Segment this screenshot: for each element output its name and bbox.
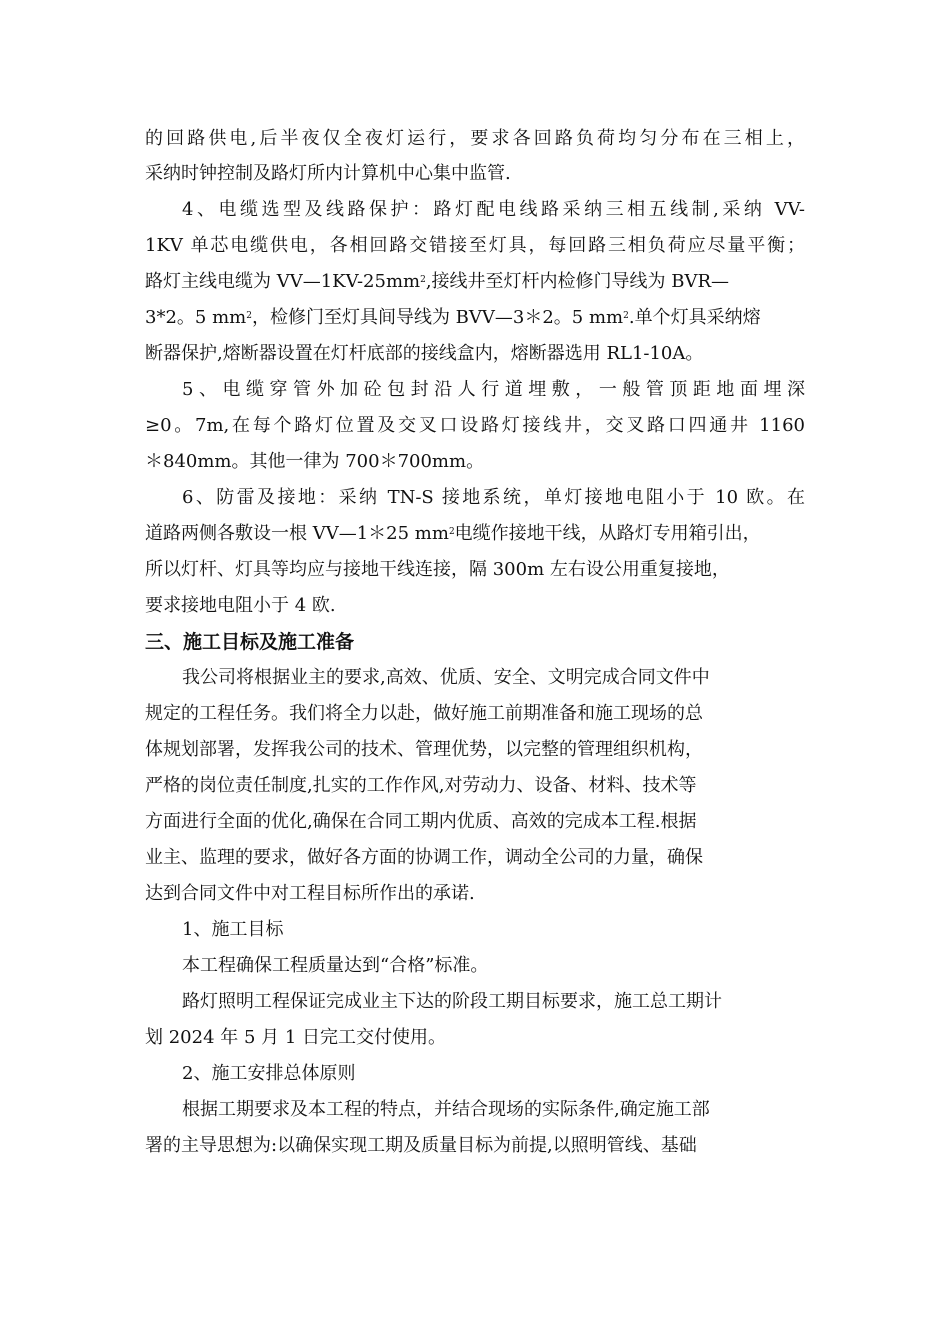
paragraph-line: 严格的岗位责任制度,扎实的工作作风,对劳动力、设备、材料、技术等: [145, 775, 697, 796]
paragraph-line: 断器保护,熔断器设置在灯杆底部的接线盒内，熔断器选用 RL1-10A。: [145, 343, 704, 364]
paragraph-line: 的回路供电,后半夜仅全夜灯运行，要求各回路负荷均匀分布在三相上，: [145, 128, 805, 149]
paragraph-line: 划 2024 年 5 月 1 日完工交付使用。: [145, 1027, 447, 1048]
paragraph-line: 采纳时钟控制及路灯所内计算机中心集中监管.: [145, 163, 511, 184]
paragraph-line: [145, 306, 761, 330]
text-run: 路灯主线电缆为 VV—1KV-25mm: [145, 271, 421, 292]
paragraph-line: 我公司将根据业主的要求,高效、优质、安全、文明完成合同文件中: [182, 667, 710, 688]
paragraph-line: [145, 522, 761, 546]
text-run: 3*2。5 mm: [145, 307, 247, 328]
text-run: 道路两侧各敷设一根 VV—1＊25 mm: [145, 523, 449, 544]
paragraph-line: 要求接地电阻小于 4 欧.: [145, 595, 336, 616]
section-heading: 三、施工目标及施工准备: [145, 631, 355, 653]
paragraph-line: 本工程确保工程质量达到“合格”标准。: [182, 955, 489, 976]
paragraph-line: 体规划部署，发挥我公司的技术、管理优势，以完整的管理组织机构，: [145, 739, 703, 760]
paragraph-line: ≥0。7m,在每个路灯位置及交叉口设路灯接线井，交叉路口四通井 1160: [145, 415, 805, 436]
paragraph-line: 4、电缆选型及线路保护：路灯配电线路采纳三相五线制,采纳 VV-: [182, 199, 805, 220]
paragraph-line: 业主、监理的要求，做好各方面的协调工作，调动全公司的力量，确保: [145, 847, 703, 868]
superscript: 2: [246, 311, 252, 321]
text-run: .单个灯具采纳熔: [628, 307, 761, 328]
paragraph-line: 规定的工程任务。我们将全力以赴，做好施工前期准备和施工现场的总: [145, 703, 703, 724]
paragraph-line: 所以灯杆、灯具等均应与接地干线连接，隔 300m 左右设公用重复接地，: [145, 559, 730, 580]
paragraph-line: 1KV 单芯电缆供电，各相回路交错接至灯具，每回路三相负荷应尽量平衡；: [145, 235, 805, 256]
paragraph-line: 达到合同文件中对工程目标所作出的承诺.: [145, 883, 475, 904]
paragraph-line: [145, 270, 729, 294]
superscript: 2: [420, 275, 426, 285]
paragraph-line: ＊840mm。其他一律为 700＊700mm。: [145, 451, 485, 472]
text-run: ，检修门至灯具间导线为 BVV—3＊2。5 mm: [251, 307, 624, 328]
paragraph-line: 路灯照明工程保证完成业主下达的阶段工期目标要求，施工总工期计: [182, 991, 722, 1012]
paragraph-line: 5、电缆穿管外加砼包封沿人行道埋敷，一般管顶距地面埋深: [182, 379, 805, 400]
paragraph-line: 根据工期要求及本工程的特点，并结合现场的实际条件,确定施工部: [182, 1099, 710, 1120]
paragraph-line: 6、防雷及接地：采纳 TN-S 接地系统，单灯接地电阻小于 10 欧。在: [182, 487, 805, 508]
superscript: 2: [623, 311, 629, 321]
paragraph-line: 方面进行全面的优化,确保在合同工期内优质、高效的完成本工程.根据: [145, 811, 697, 832]
paragraph-line: 署的主导思想为:以确保实现工期及质量目标为前提,以照明管线、基础: [145, 1135, 697, 1156]
subsection-title: 2、施工安排总体原则: [182, 1063, 356, 1084]
text-run: ,接线井至灯杆内检修门导线为 BVR—: [425, 271, 730, 292]
superscript: 2: [448, 527, 455, 537]
text-run: 电缆作接地干线，从路灯专用箱引出，: [454, 523, 761, 544]
subsection-title: 1、施工目标: [182, 919, 284, 940]
